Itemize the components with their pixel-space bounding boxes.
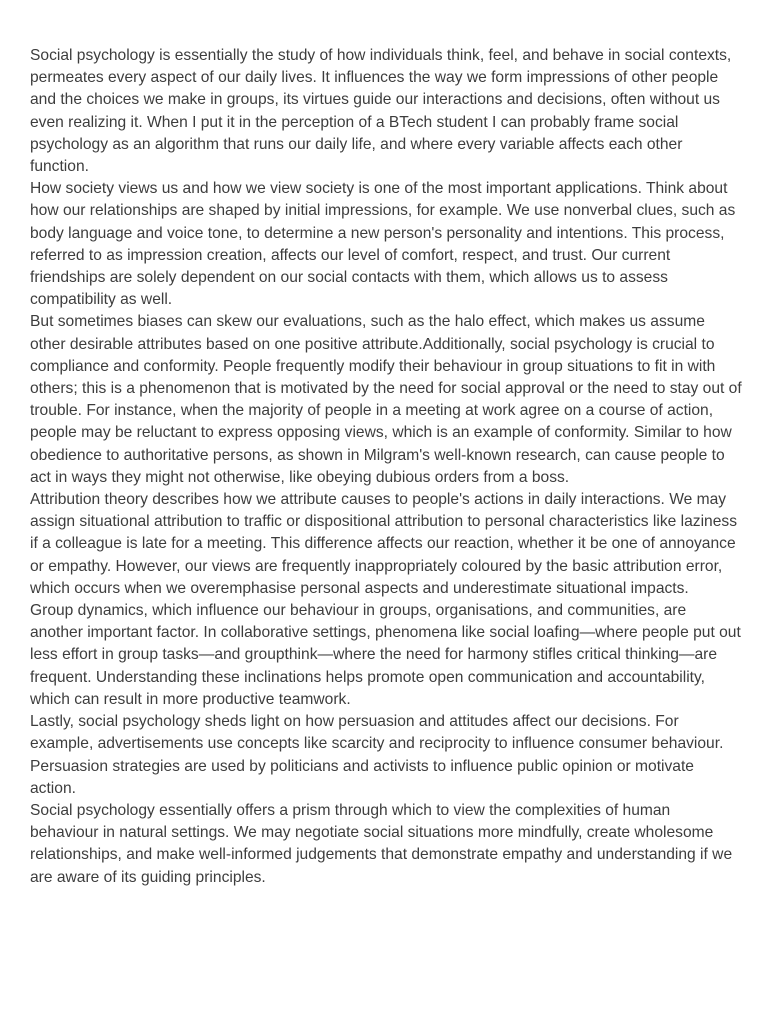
paragraph-conformity: But sometimes biases can skew our evaluations, such as the halo effect, which makes us assume other desirable attributes based on one positive attribute.Additionally, social psychology is crucial to compliance and conformity. People frequently modify their behaviour in group situations to fit in with others; this is a phenomenon that is motivated by the need for social approval or the need to stay out of trouble. For instance, when the majority of people in a meeting at work agree on a course of action, people may be reluctant to express opposing views, which is an example of conformity. Similar to how obedience to authoritative persons, as shown in Milgram's well-known research, can cause people to act in ways they might not otherwise, like obeying dubious orders from a boss.	[30, 313, 742, 486]
document-body	[30, 45, 742, 889]
paragraph-attribution: Attribution theory describes how we attribute causes to people's actions in daily interactions. We may assign situational attribution to traffic or dispositional attribution to personal characteristics like laziness if a colleague is late for a meeting. This difference affects our reaction, whether it be one of annoyance or empathy. However, our views are frequently inappropriately coloured by the basic attribution error, which occurs when we overemphasise personal aspects and underestimate situational impacts.	[30, 491, 737, 597]
paragraph-persuasion: Lastly, social psychology sheds light on how persuasion and attitudes affect our decisions. For example, advertisements use concepts like scarcity and reciprocity to influence consumer behaviour. Persuasion strategies are used by politicians and activists to influence public opinion or motivate action.	[30, 713, 724, 797]
paragraph-conclusion: Social psychology essentially offers a prism through which to view the complexities of human behaviour in natural settings. We may negotiate social situations more mindfully, create wholesome relationships, and make well-informed judgements that demonstrate empathy and understanding if we are aware of its guiding principles.	[30, 801, 733, 886]
paragraph-impressions: How society views us and how we view society is one of the most important applications. Think about how our relationships are shaped by initial impressions, for example. We use nonverbal clues, such as body language and voice tone, to determine a new person's personality and intentions. This process, referred to as impression creation, affects our level of comfort, respect, and trust. Our current friendships are solely dependent on our social contacts with them, which allows us to assess compatibility as well.	[30, 180, 736, 309]
paragraph-intro: Social psychology is essentially the study of how individuals think, feel, and behave in social contexts, permeates every aspect of our daily lives. It influences the way we form impressions of other people and the choices we make in groups, its virtues guide our interactions and decisions, often without us even realizing it. When I put it in the perception of a BTech student I can probably frame social psychology as an algorithm that runs our daily life, and where every variable affects each other function.	[30, 47, 732, 176]
paragraph-group-dynamics: Group dynamics, which influence our behaviour in groups, organisations, and communities, are another important factor. In collaborative settings, phenomena like social loafing—where people put out less effort in group tasks—and groupthink—where the need for harmony stifles critical thinking—are frequent. Understanding these inclinations helps promote open communication and accountability, which can result in more productive teamwork.	[30, 602, 741, 708]
